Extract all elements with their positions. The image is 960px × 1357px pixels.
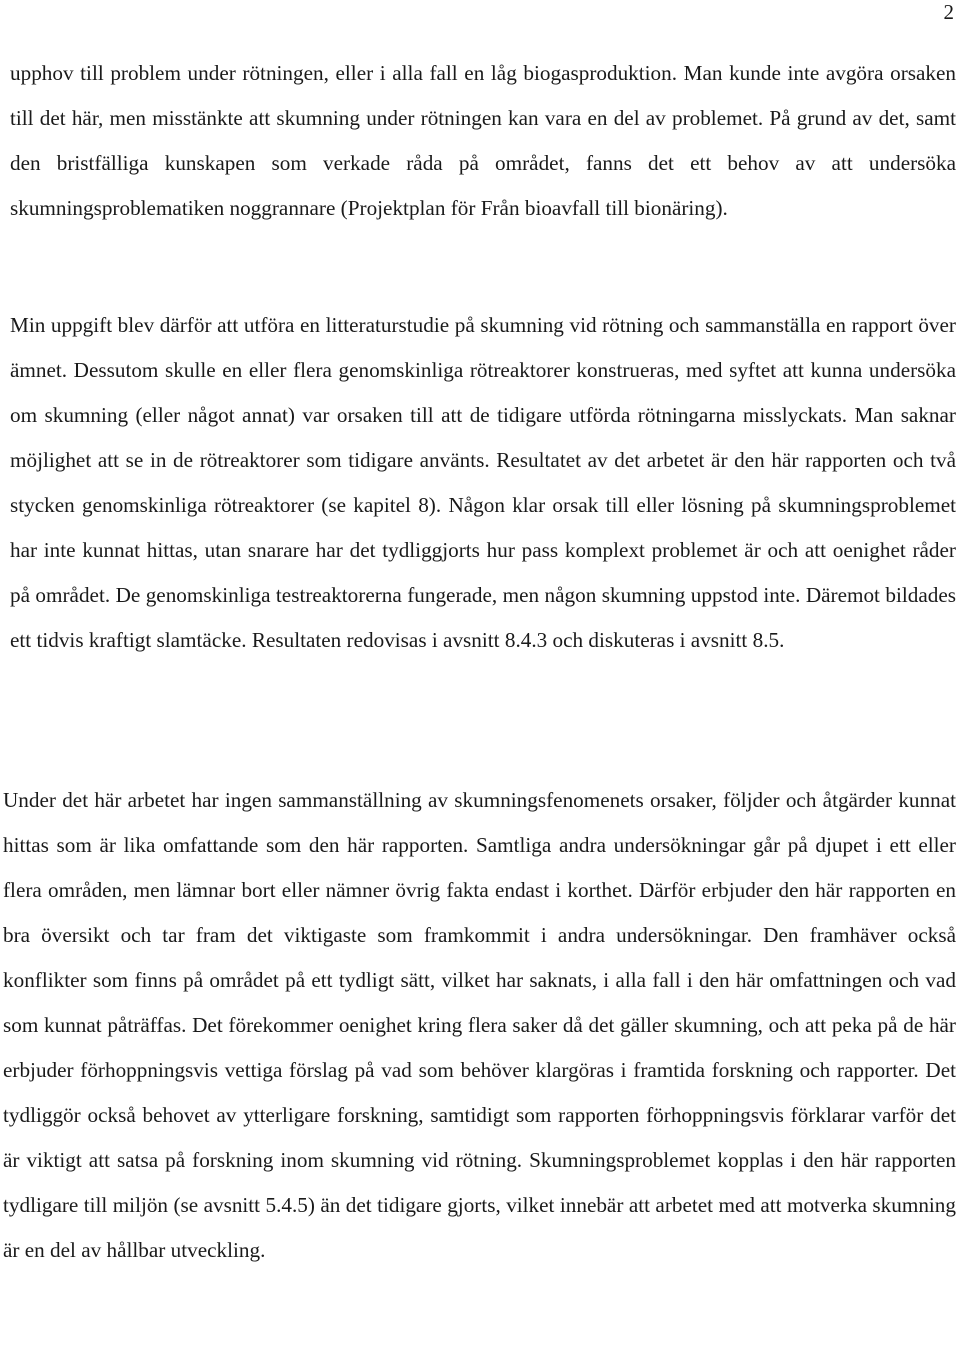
paragraph-1: upphov till problem under rötningen, eller i alla fall en låg biogasproduktion. Man kunde inte avgöra orsaken till det här, men misstänkte att skumning under rötningen kan vara en del av problemet. På grund av det, samt den bristfälliga kunskapen som verkade råda på området, fanns det ett behov av att undersöka skumningsproblematiken noggrannare (Projektplan för Från bioavfall till bionäring). <box>10 61 956 220</box>
page-number: 2 <box>943 0 954 24</box>
paragraph-2: Min uppgift blev därför att utföra en litteraturstudie på skumning vid rötning och sammanställa en rapport över ämnet. Dessutom skulle en eller flera genomskinliga rötreaktorer konstrueras, med syftet att kunna undersöka om skumning (eller något annat) var orsaken till att de tidigare utförda rötningarna misslyckats. Man saknar möjlighet att se in de rötreaktorer som tidigare använts. Resultatet av det arbetet är den här rapporten och två stycken genomskinliga rötreaktorer (se kapitel 8). Någon klar orsak till eller lösning på skumningsproblemet har inte kunnat hittas, utan snarare har det tydliggjorts hur pass komplext problemet är och att oenighet råder på området. De genomskinliga testreaktorerna fungerade, men någon skumning uppstod inte. Däremot bildades ett tidvis kraftigt slamtäcke. Resultaten redovisas i avsnitt 8.4.3 och diskuteras i avsnitt 8.5. <box>10 313 956 652</box>
paragraph-3: Under det här arbetet har ingen sammanställning av skumningsfenomenets orsaker, följder och åtgärder kunnat hittas som är lika omfattande som den här rapporten. Samtliga andra undersökningar går på djupet i ett eller flera områden, men lämnar bort eller nämner övrig fakta endast i korthet. Därför erbjuder den här rapporten en bra översikt och tar fram det viktigaste som framkommit i andra undersökningar. Den framhäver också konflikter som finns på området på ett tydligt sätt, vilket har saknats, i alla fall i den här omfattningen och vad som kunnat påträffas. Det förekommer oenighet kring flera saker då det gäller skumning, och att peka på de här erbjuder förhoppningsvis vettiga förslag på vad som behöver klargöras i framtida forskning och rapporter. Det tydliggör också behovet av ytterligare forskning, samtidigt som rapporten förhoppningsvis förklarar varför det är viktigt att satsa på forskning inom skumning vid rötning. Skumningsproblemet kopplas i den här rapporten tydligare till miljön (se avsnitt 5.4.5) än det tidigare gjorts, vilket innebär att arbetet med att motverka skumning är en del av hållbar utveckling. <box>3 788 956 1262</box>
